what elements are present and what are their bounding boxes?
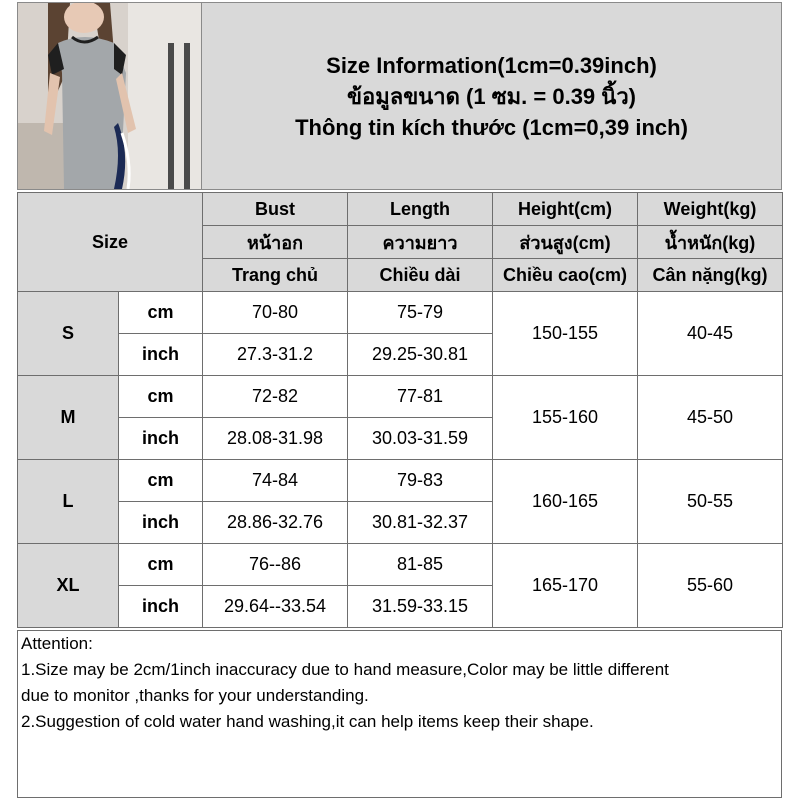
bust-cm: 76--86 xyxy=(203,544,348,586)
size-table xyxy=(17,192,783,628)
height-value: 150-155 xyxy=(493,292,638,376)
unit-cm: cm xyxy=(119,544,203,586)
chart-header xyxy=(17,2,782,192)
note-line-2: 2.Suggestion of cold water hand washing,it can help items keep their shape. xyxy=(21,712,594,731)
info-line-english: Size Information(1cm=0.39inch) xyxy=(326,52,657,78)
size-label: S xyxy=(18,292,119,376)
bust-cm: 72-82 xyxy=(203,376,348,418)
col-length-th: ความยาว xyxy=(348,226,493,259)
unit-cm: cm xyxy=(119,460,203,502)
col-length-vi: Chiều dài xyxy=(348,259,493,292)
table-row xyxy=(18,544,783,586)
unit-inch: inch xyxy=(119,334,203,376)
notes-title: Attention: xyxy=(21,634,93,653)
col-weight-vi: Cân nặng(kg) xyxy=(638,259,783,292)
unit-inch: inch xyxy=(119,418,203,460)
size-label: M xyxy=(18,376,119,460)
col-weight-th: น้ำหนัก(kg) xyxy=(638,226,783,259)
size-column-title: Size xyxy=(18,193,203,292)
length-cm: 77-81 xyxy=(348,376,493,418)
weight-value: 40-45 xyxy=(638,292,783,376)
unit-inch: inch xyxy=(119,586,203,628)
col-height-en: Height(cm) xyxy=(493,193,638,226)
model-photo-illustration xyxy=(18,3,202,190)
size-information-panel xyxy=(202,2,782,190)
height-value: 155-160 xyxy=(493,376,638,460)
col-bust-en: Bust xyxy=(203,193,348,226)
bust-inch: 27.3-31.2 xyxy=(203,334,348,376)
col-height-th: ส่วนสูง(cm) xyxy=(493,226,638,259)
unit-cm: cm xyxy=(119,292,203,334)
table-row xyxy=(18,460,783,502)
info-line-thai: ข้อมูลขนาด (1 ซม. = 0.39 นิ้ว) xyxy=(346,83,636,109)
col-bust-vi: Trang chủ xyxy=(203,259,348,292)
note-line-1b: due to monitor ,thanks for your understanding. xyxy=(21,686,369,705)
bust-inch: 29.64--33.54 xyxy=(203,586,348,628)
weight-value: 55-60 xyxy=(638,544,783,628)
size-label: L xyxy=(18,460,119,544)
length-inch: 30.03-31.59 xyxy=(348,418,493,460)
bust-inch: 28.86-32.76 xyxy=(203,502,348,544)
attention-notes xyxy=(17,630,782,798)
length-cm: 75-79 xyxy=(348,292,493,334)
bust-cm: 70-80 xyxy=(203,292,348,334)
header-row-english xyxy=(18,193,783,226)
size-label: XL xyxy=(18,544,119,628)
unit-inch: inch xyxy=(119,502,203,544)
size-chart-sheet xyxy=(17,2,782,798)
product-photo xyxy=(17,2,202,190)
note-line-1a: 1.Size may be 2cm/1inch inaccuracy due to hand measure,Color may be little different xyxy=(21,660,669,679)
length-cm: 81-85 xyxy=(348,544,493,586)
unit-cm: cm xyxy=(119,376,203,418)
col-weight-en: Weight(kg) xyxy=(638,193,783,226)
col-height-vi: Chiều cao(cm) xyxy=(493,259,638,292)
table-row xyxy=(18,292,783,334)
bust-inch: 28.08-31.98 xyxy=(203,418,348,460)
length-inch: 31.59-33.15 xyxy=(348,586,493,628)
info-line-vietnamese: Thông tin kích thước (1cm=0,39 inch) xyxy=(295,114,688,140)
col-bust-th: หน้าอก xyxy=(203,226,348,259)
table-row xyxy=(18,376,783,418)
length-inch: 29.25-30.81 xyxy=(348,334,493,376)
weight-value: 45-50 xyxy=(638,376,783,460)
bust-cm: 74-84 xyxy=(203,460,348,502)
col-length-en: Length xyxy=(348,193,493,226)
weight-value: 50-55 xyxy=(638,460,783,544)
height-value: 160-165 xyxy=(493,460,638,544)
length-inch: 30.81-32.37 xyxy=(348,502,493,544)
height-value: 165-170 xyxy=(493,544,638,628)
length-cm: 79-83 xyxy=(348,460,493,502)
